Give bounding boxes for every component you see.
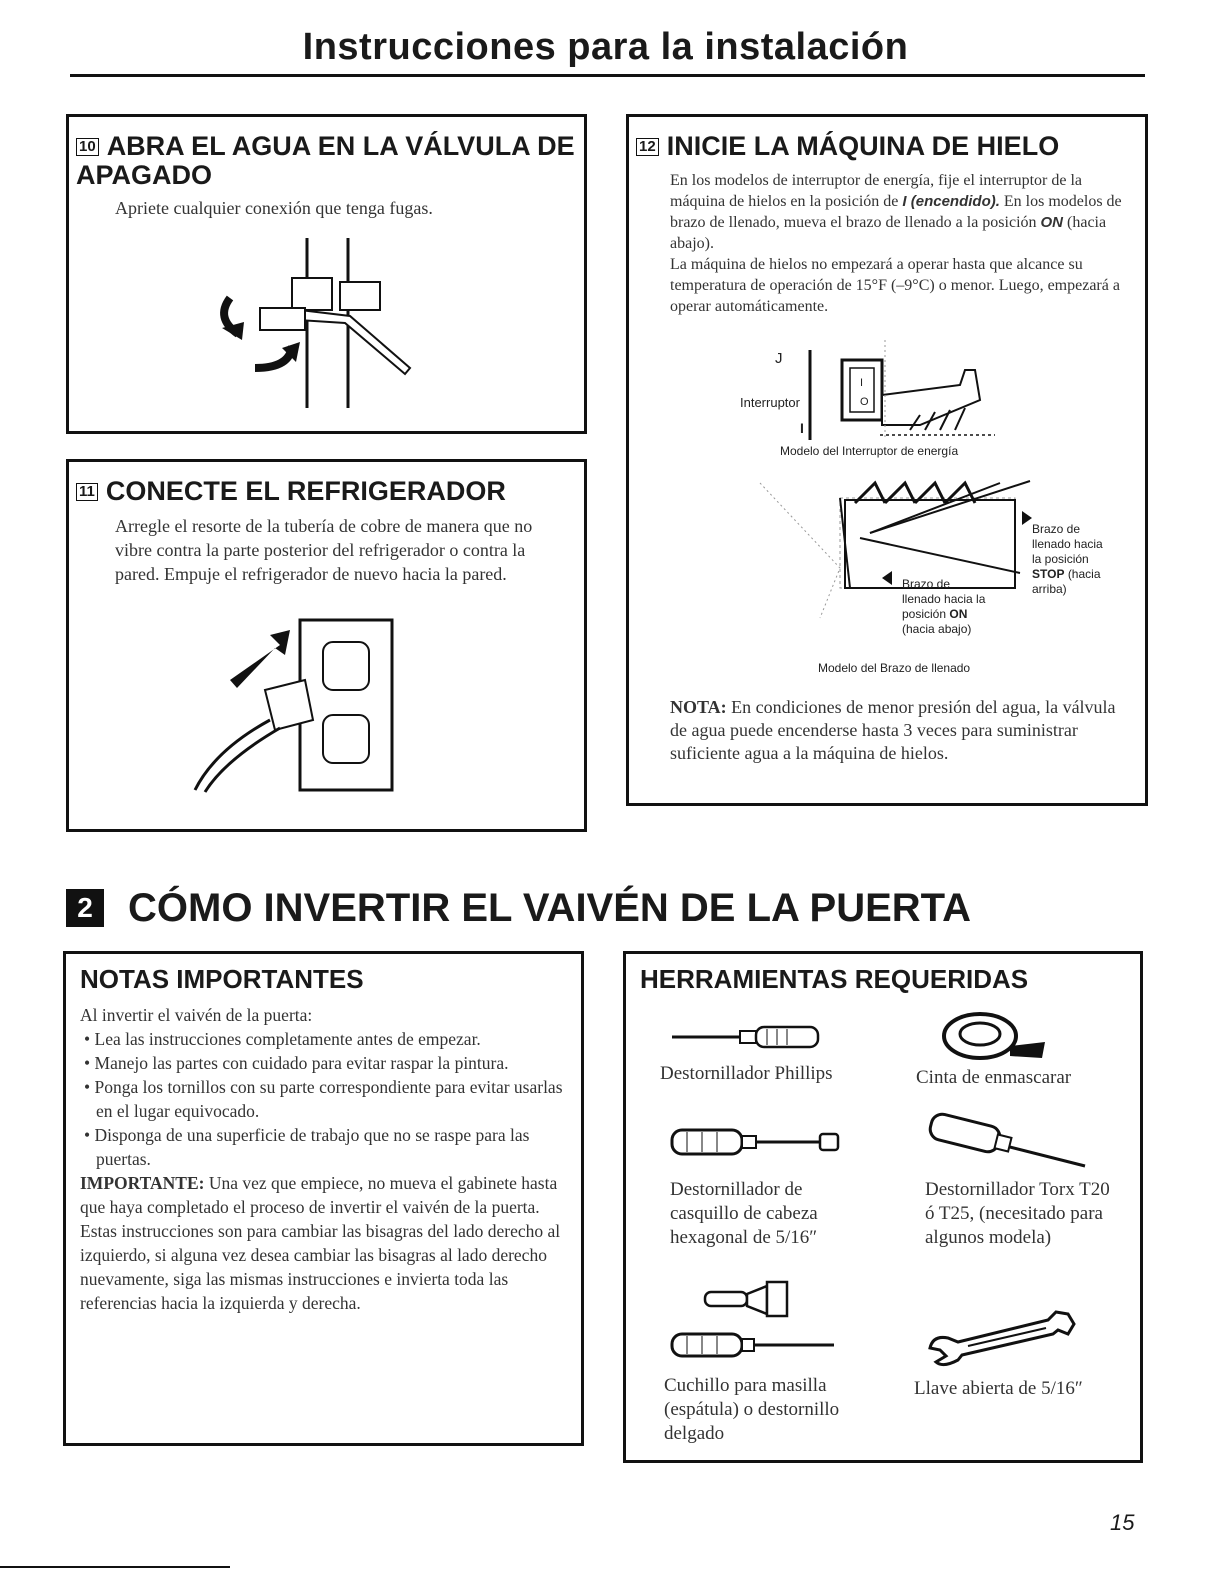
fig2-down-line-1: Brazo de: [902, 577, 951, 591]
step-number: 11: [76, 483, 98, 501]
important-label: IMPORTANTE:: [80, 1173, 205, 1193]
step-12-emph-1: I (encendido).: [902, 193, 1000, 210]
fig2-down-on: ON: [949, 607, 968, 621]
required-tools-heading: HERRAMIENTAS REQUERIDAS: [640, 964, 1029, 994]
torx-screwdriver-icon: [930, 1118, 1090, 1173]
fig1-label-bottom-i: I: [800, 420, 804, 436]
fig2-caption: Modelo del Brazo de llenado: [818, 661, 971, 675]
step-12-body: [670, 170, 1130, 317]
fig2-up-line-3: la posición: [1032, 552, 1089, 566]
step-12-emph-2: ON: [1040, 214, 1064, 231]
power-switch-illustration: [770, 340, 1000, 445]
section-2-heading: [66, 883, 971, 933]
fig2-up-line-5: arriba): [1032, 582, 1067, 596]
notes-item: • Ponga los tornillos con su parte correspondiente para evitar usarlas en el lugar equivocado.: [84, 1077, 563, 1121]
fig1-label-i: I: [860, 377, 864, 389]
tool-label-wrench: Llave abierta de 5/16″: [914, 1378, 1083, 1399]
fig2-up-stop: STOP: [1032, 567, 1065, 581]
phillips-screwdriver-icon: [672, 1022, 832, 1052]
step-10-title: ABRA EL AGUA EN LA VÁLVULA DE APAGADO: [76, 131, 575, 190]
fig2-down-line-3: posición: [902, 607, 947, 621]
putty-knife-icon: [705, 1280, 795, 1320]
notes-item: • Lea las instrucciones completamente antes de empezar.: [84, 1029, 481, 1049]
tool-label-torx: Destornillador Torx T20 ó T25, (necesitado para algunos modela): [925, 1179, 1110, 1248]
step-number: 10: [76, 138, 99, 156]
shutoff-valve-illustration: [200, 238, 430, 413]
tool-label-masking-tape: Cinta de enmascarar: [916, 1067, 1072, 1088]
step-12-title: INICIE LA MÁQUINA DE HIELO: [666, 131, 1060, 161]
fig2-label-up: [1032, 522, 1142, 597]
page-title: Instrucciones para la instalación: [302, 26, 909, 68]
section-2-title: CÓMO INVERTIR EL VAIVÉN DE LA PUERTA: [128, 886, 972, 930]
step-11-heading: [76, 477, 576, 506]
fig2-down-line-4: (hacia abajo): [902, 622, 972, 636]
tool-label-nut-driver: Destornillador de casquillo de cabeza hexagonal de 5/16″: [670, 1179, 818, 1248]
note-label: NOTA:: [670, 697, 727, 717]
notes-closing: Estas instrucciones son para cambiar las bisagras del lado derecho al izquierdo, si alguna vez desea cambiar las bisagras al lado derecho nuevamente, siga las mismas instrucciones e invierta toda las referencias hacia la izquierda y derecha.: [80, 1221, 561, 1313]
notes-intro: Al invertir el vaivén de la puerta:: [80, 1005, 313, 1025]
masking-tape-icon: [940, 1008, 1050, 1063]
fig1-label-o: O: [860, 396, 869, 408]
step-11-title: CONECTE EL REFRIGERADOR: [105, 476, 506, 506]
note-body: En condiciones de menor presión del agua, la válvula de agua puede encenderse hasta 3 veces para suministrar suficiente agua a la máquina de hielos.: [670, 697, 1116, 763]
step-10-body: Apriete cualquier conexión que tenga fugas.: [115, 198, 433, 218]
title-divider: [70, 74, 1145, 77]
page-number: 15: [1110, 1510, 1135, 1535]
step-10-heading: [76, 132, 576, 190]
notes-item: • Manejo las partes con cuidado para evitar raspar la pintura.: [84, 1053, 509, 1073]
fig1-label-switch: Interruptor: [740, 395, 800, 410]
step-12-body-4: La máquina de hielos no empezará a operar hasta que alcance su temperatura de operación de 15°F (–9°C) o menor. Luego, empezará a operar automáticamente.: [670, 256, 1120, 315]
important-notes-heading: NOTAS IMPORTANTES: [80, 964, 364, 994]
notes-item: • Disponga de una superficie de trabajo que no se raspe para las puertas.: [84, 1125, 530, 1169]
important-body: Una vez que empiece, no mueva el gabinete hasta que haya completado el proceso de invertir el vaivén de la puerta.: [80, 1173, 558, 1217]
step-12-body-2: En los modelos de brazo de llenado, mueva el brazo de llenado a la posición: [670, 193, 1122, 231]
step-number: 12: [636, 138, 659, 156]
step-12-note: [670, 696, 1135, 765]
footer-rule: [0, 1566, 230, 1568]
outlet-plug-illustration: [185, 620, 395, 795]
thin-screwdriver-icon: [672, 1330, 842, 1360]
important-notes-body: [80, 1003, 565, 1315]
fig1-label-j: J: [775, 350, 783, 367]
tool-label-putty-knife: Cuchillo para masilla (espátula) o destornillo delgado: [664, 1375, 840, 1444]
notes-list: [80, 1027, 565, 1171]
fig2-up-line-4: (hacia: [1067, 567, 1101, 581]
open-end-wrench-icon: [928, 1310, 1078, 1365]
fig1-caption: Modelo del Interruptor de energía: [780, 444, 959, 458]
step-12-heading: [636, 132, 1136, 161]
step-12-body-3: (hacia abajo).: [670, 214, 1107, 252]
fig2-label-down: [902, 577, 1022, 637]
fig2-up-line-1: Brazo de: [1032, 522, 1081, 536]
step-12-body-1: En los modelos de interruptor de energía, fije el interruptor de la máquina de hielos en la posición de: [670, 172, 1083, 210]
section-number-badge: 2: [66, 889, 104, 927]
notes-important: [80, 1171, 565, 1219]
step-11-body: Arregle el resorte de la tubería de cobre de manera que no vibre contra la parte posterior del refrigerador o contra la pared. Empuje el refrigerador de nuevo hacia la pared.: [115, 516, 533, 584]
tool-label-phillips: Destornillador Phillips: [660, 1063, 833, 1084]
fig2-up-line-2: llenado hacia: [1032, 537, 1103, 551]
fig2-down-line-2: llenado hacia la: [902, 592, 986, 606]
nut-driver-icon: [672, 1126, 842, 1158]
